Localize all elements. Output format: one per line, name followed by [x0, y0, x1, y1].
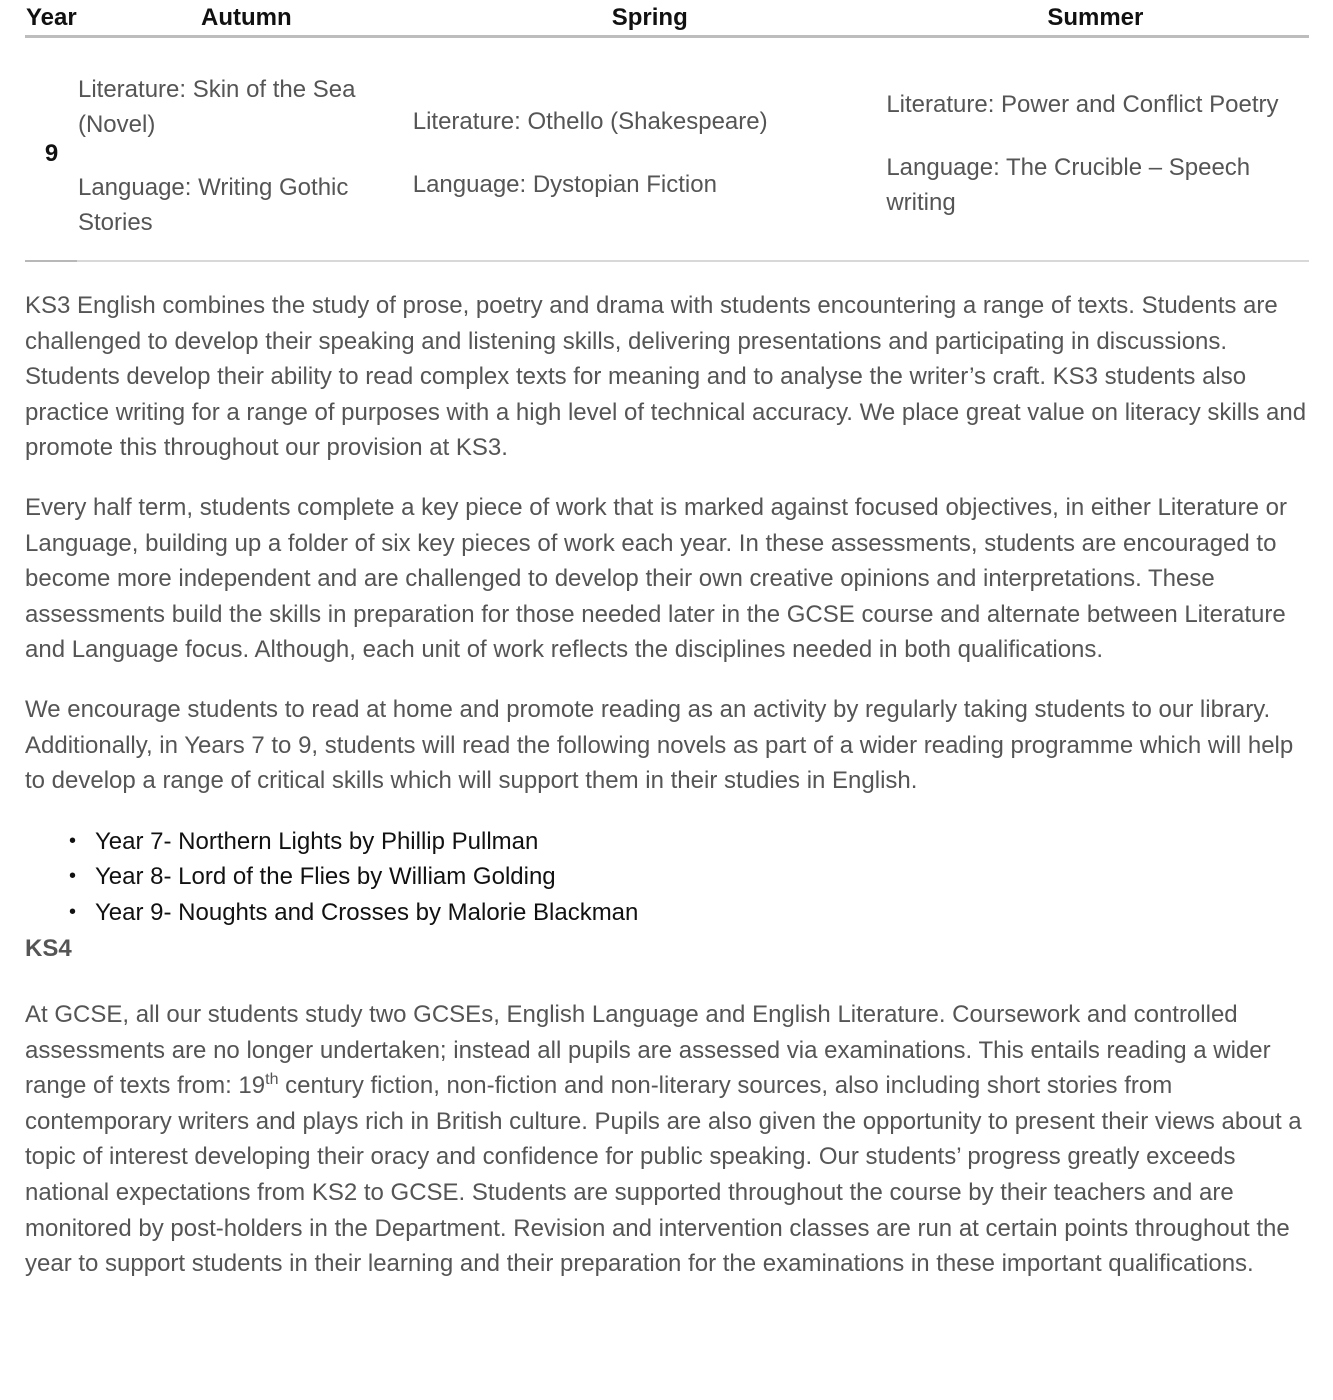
list-item: • Year 7- Northern Lights by Phillip Pullman [95, 824, 1315, 860]
autumn-language: Language: Writing Gothic Stories [77, 174, 349, 236]
ks4-gcse-paragraph [25, 997, 1315, 1282]
summer-cell [886, 37, 1309, 269]
header-spring: Spring [413, 0, 887, 37]
spring-language: Language: Dystopian Fiction [412, 171, 717, 198]
table-row [25, 37, 1309, 269]
ks3-intro-paragraph: KS3 English combines the study of prose, poetry and drama with students encountering a range of texts. Students are challenged to develop their speaking and listening skills, delivering presentations and participating in discussions. Students develop their ability to read complex texts for meaning and to analyse the writer’s craft. KS3 students also practice writing for a range of purposes with a high level of technical accuracy. We place great value on literacy skills and promote this throughout our provision at KS3. [25, 292, 1307, 462]
header-autumn: Autumn [78, 0, 413, 37]
autumn-cell [78, 37, 413, 269]
curriculum-table [25, 0, 1309, 268]
main-content [25, 288, 1315, 1282]
table-header-row [25, 0, 1309, 37]
gcse-text-part2: century fiction, non-fiction and non-literary sources, also including short stories from contemporary writers and plays rich in British culture. Pupils are also given the opportunity to present their views about a topic of interest developing their oracy and confidence for public speaking. Our students’ progress greatly exceeds national expectations from KS2 to GCSE. Students are supported throughout the course by their teachers and are monitored by post-holders in the Department. Revision and intervention classes are run at certain points throughout the year to support students in their learning and their preparation for the examinations in these important qualifications. [25, 1072, 1302, 1278]
year-cell: 9 [44, 139, 59, 167]
list-item: • Year 9- Noughts and Crosses by Malorie Blackman [95, 895, 1315, 931]
spring-literature: Literature: Othello (Shakespeare) [412, 108, 768, 135]
table-bottom-divider [25, 260, 1309, 262]
summer-literature: Literature: Power and Conflict Poetry [886, 90, 1279, 118]
summer-language: Language: The Crucible – Speech writing [886, 153, 1251, 216]
gcse-superscript: th [265, 1071, 279, 1089]
ks3-reading-paragraph: We encourage students to read at home and promote reading as an activity by regularly taking students to our library. Additionally, in Years 7 to 9, students will read the following novels as part of a wider reading programme which will help to develop a range of critical skills which will support them in their studies in English. [25, 695, 1294, 795]
autumn-literature: Literature: Skin of the Sea (Novel) [77, 76, 356, 138]
gcse-text-part1: At GCSE, all our students study two GCSEs, English Language and English Literature. Coursework and controlled assessments are no longer undertaken; instead all pupils are assessed via examinations. This entails reading a wider range of texts from: 19 [25, 1001, 1271, 1100]
ks4-heading: KS4 [25, 934, 72, 962]
ks3-assessment-paragraph: Every half term, students complete a key piece of work that is marked against focused objectives, in either Literature or Language, building up a folder of six key pieces of work each year. In these assessments, students are encouraged to become more independent and are challenged to develop their own creative opinions and interpretations. These assessments build the skills in preparation for those needed later in the GCSE course and alternate between Literature and Language focus. Although, each unit of work reflects the disciplines needed in both qualifications. [25, 493, 1287, 664]
list-item: • Year 8- Lord of the Flies by William Golding [95, 859, 1315, 895]
novel-list [25, 824, 1315, 931]
table-bottom-divider-accent [25, 260, 77, 262]
header-summer: Summer [886, 0, 1309, 37]
spring-cell [413, 37, 887, 269]
header-year: Year [25, 0, 78, 37]
